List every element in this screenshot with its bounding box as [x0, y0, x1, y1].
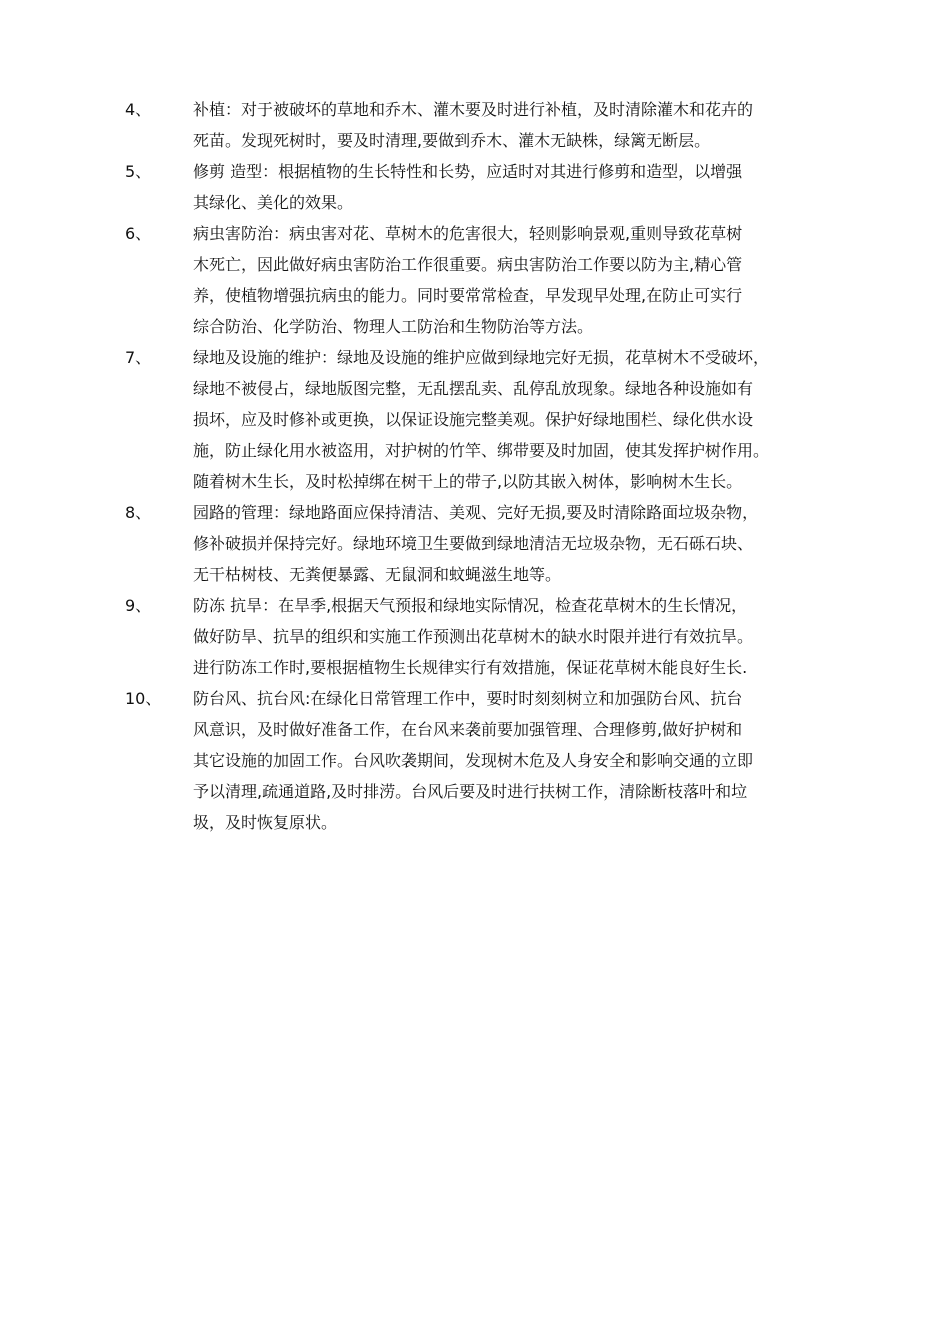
text-line: 综合防治、化学防治、物理人工防治和生物防治等方法。	[193, 317, 594, 336]
item-text	[193, 342, 893, 497]
text-line: 园路的管理：绿地路面应保持清洁、美观、完好无损,要及时清除路面垃圾杂物，	[193, 503, 759, 522]
item-text	[193, 590, 893, 683]
item-number: 8、	[125, 503, 152, 522]
text-line: 修剪 造型：根据植物的生长特性和长势，应适时对其进行修剪和造型，以增强	[193, 162, 743, 181]
text-line: 木死亡，因此做好病虫害防治工作很重要。病虫害防治工作要以防为主,精心管	[193, 255, 743, 274]
numbered-list	[0, 94, 950, 838]
text-line: 补植：对于被破坏的草地和乔木、灌木要及时进行补植，及时清除灌木和花卉的	[193, 100, 754, 119]
text-line: 圾，及时恢复原状。	[193, 813, 338, 832]
text-line: 绿地及设施的维护：绿地及设施的维护应做到绿地完好无损，花草树木不受破坏，	[193, 348, 770, 367]
text-line: 病虫害防治：病虫害对花、草树木的危害很大，轻则影响景观,重则导致花草树	[193, 224, 743, 243]
text-line: 防冻 抗旱：在旱季,根据天气预报和绿地实际情况，检查花草树木的生长情况，	[193, 596, 748, 615]
text-line: 防台风、抗台风:在绿化日常管理工作中，要时时刻刻树立和加强防台风、抗台	[193, 689, 743, 708]
item-number: 4、	[125, 100, 152, 119]
list-item-6	[0, 218, 950, 342]
text-line: 进行防冻工作时,要根据植物生长规律实行有效措施，保证花草树木能良好生长.	[193, 658, 748, 677]
text-line: 风意识，及时做好准备工作，在台风来袭前要加强管理、合理修剪,做好护树和	[193, 720, 743, 739]
text-line: 绿地不被侵占，绿地版图完整，无乱摆乱卖、乱停乱放现象。绿地各种设施如有	[193, 379, 754, 398]
list-item-8	[0, 497, 950, 590]
list-item-4	[0, 94, 950, 156]
text-line: 损坏，应及时修补或更换，以保证设施完整美观。保护好绿地围栏、绿化供水设	[193, 410, 754, 429]
text-line: 做好防旱、抗旱的组织和实施工作预测出花草树木的缺水时限并进行有效抗旱。	[193, 627, 754, 646]
item-text	[193, 94, 893, 156]
text-line: 予以清理,疏通道路,及时排涝。台风后要及时进行扶树工作，清除断枝落叶和垃	[193, 782, 748, 801]
text-line: 修补破损并保持完好。绿地环境卫生要做到绿地清洁无垃圾杂物，无石砾石块、	[193, 534, 754, 553]
list-item-10	[0, 683, 950, 838]
item-text	[193, 497, 893, 590]
item-number: 6、	[125, 224, 152, 243]
text-line: 施，防止绿化用水被盗用，对护树的竹竿、绑带要及时加固，使其发挥护树作用。	[193, 441, 770, 460]
item-number: 5、	[125, 162, 152, 181]
text-line: 无干枯树枝、无粪便暴露、无鼠洞和蚊蝇滋生地等。	[193, 565, 562, 584]
text-line: 随着树木生长，及时松掉绑在树干上的带子,以防其嵌入树体，影响树木生长。	[193, 472, 743, 491]
text-line: 其它设施的加固工作。台风吹袭期间，发现树木危及人身安全和影响交通的立即	[193, 751, 754, 770]
item-number: 7、	[125, 348, 152, 367]
item-text	[193, 683, 893, 838]
item-number: 10、	[125, 689, 162, 708]
text-line: 其绿化、美化的效果。	[193, 193, 354, 212]
text-line: 养，使植物增强抗病虫的能力。同时要常常检查，早发现早处理,在防止可实行	[193, 286, 743, 305]
list-item-5	[0, 156, 950, 218]
item-text	[193, 156, 893, 218]
text-line: 死苗。发现死树时，要及时清理,要做到乔木、灌木无缺株，绿篱无断层。	[193, 131, 711, 150]
list-item-7	[0, 342, 950, 497]
item-number: 9、	[125, 596, 152, 615]
list-item-9	[0, 590, 950, 683]
item-text	[193, 218, 893, 342]
